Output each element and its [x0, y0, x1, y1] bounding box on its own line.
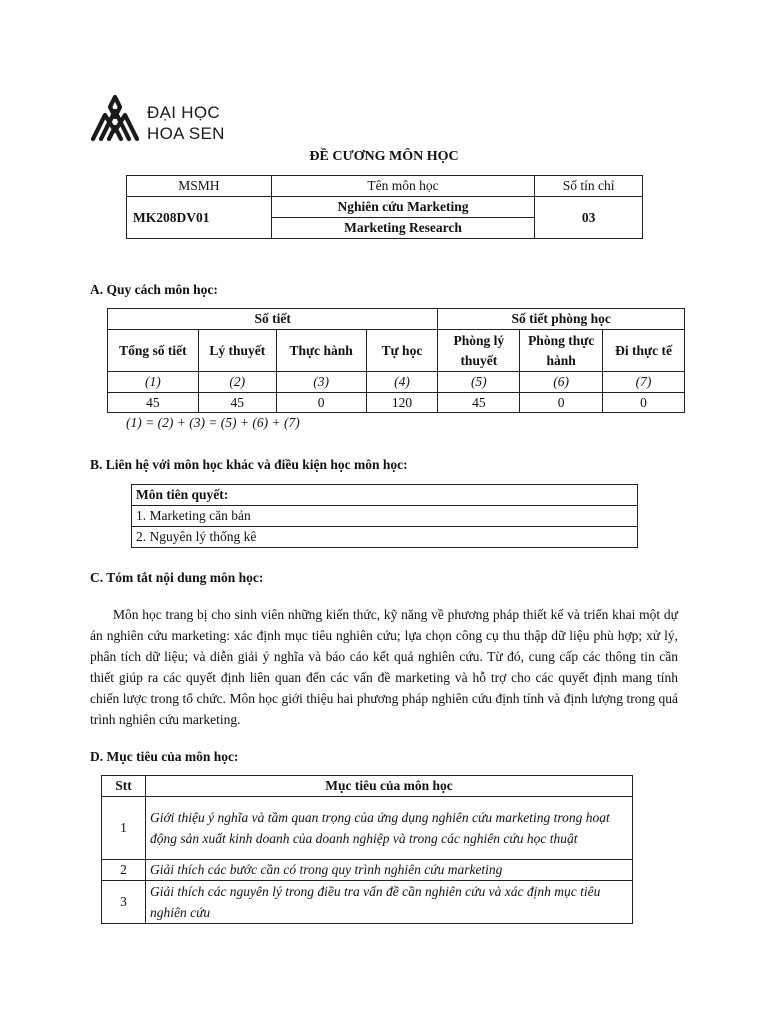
col-id-6: (6) [520, 372, 603, 393]
prerequisite-item-2: 2. Nguyên lý thống kê [132, 527, 638, 548]
header-course-name: Tên môn học [271, 176, 534, 197]
objective-3-stt: 3 [102, 881, 146, 924]
value-1: 45 [108, 393, 199, 413]
section-a-heading: A. Quy cách môn học: [90, 282, 218, 297]
col-di-thuc-te: Đi thực tế [603, 330, 685, 372]
logo-line-1: ĐẠI HỌC [147, 103, 220, 122]
col-ly-thuyet: Lý thuyết [198, 330, 276, 372]
col-id-5: (5) [438, 372, 520, 393]
col-phong-thuc-hanh: Phòng thực hành [520, 330, 603, 372]
prerequisites-header: Môn tiên quyết: [132, 485, 638, 506]
header-msmh: MSMH [127, 176, 272, 197]
objective-1-text: Giới thiệu ý nghĩa và tầm quan trọng của ứng dụng nghiên cứu marketing trong hoạt động sản xuất kinh doanh của doanh nghiệp và trong các nghiên cứu học thuật [145, 797, 632, 860]
objective-1-stt: 1 [102, 797, 146, 860]
university-logo [90, 93, 230, 145]
group-so-tiet-phong-hoc: Số tiết phòng học [438, 309, 685, 330]
value-2: 45 [198, 393, 276, 413]
objective-2-stt: 2 [102, 860, 146, 881]
header-credits: Số tín chỉ [535, 176, 643, 197]
logo-line-2: HOA SEN [147, 124, 225, 143]
hours-formula: (1) = (2) + (3) = (5) + (6) + (7) [126, 415, 300, 430]
course-name-en: Marketing Research [271, 218, 534, 239]
col-tong-so-tiet: Tổng số tiết [108, 330, 199, 372]
group-so-tiet: Số tiết [108, 309, 438, 330]
section-d-heading: D. Mục tiêu của môn học: [90, 749, 239, 764]
col-id-4: (4) [366, 372, 438, 393]
value-6: 0 [520, 393, 603, 413]
value-3: 0 [276, 393, 366, 413]
col-id-3: (3) [276, 372, 366, 393]
hoa-sen-logo-icon [90, 93, 140, 143]
credit-hours-table [107, 308, 685, 413]
objective-2-text: Giải thích các bước cần có trong quy trình nghiên cứu marketing [145, 860, 632, 881]
objectives-header-title: Mục tiêu của môn học [145, 776, 632, 797]
prerequisites-table [131, 484, 638, 548]
document-title: ĐỀ CƯƠNG MÔN HỌC [309, 149, 459, 164]
col-tu-hoc: Tự học [366, 330, 438, 372]
course-code: MK208DV01 [127, 197, 272, 239]
col-thuc-hanh: Thực hành [276, 330, 366, 372]
objectives-header-stt: Stt [102, 776, 146, 797]
course-info-table [126, 175, 643, 239]
col-id-2: (2) [198, 372, 276, 393]
section-c-heading: C. Tóm tắt nội dung môn học: [90, 570, 264, 585]
objectives-table [101, 775, 633, 924]
value-4: 120 [366, 393, 438, 413]
col-id-1: (1) [108, 372, 199, 393]
course-summary-paragraph: Môn học trang bị cho sinh viên những kiến thức, kỹ năng về phương pháp thiết kế và triển khai một dự án nghiên cứu marketing: xác định mục tiêu nghiên cứu; lựa chọn công cụ thu thập dữ liệu phù hợp; xử lý, phân tích dữ liệu; và diễn giải ý nghĩa và báo cáo kết quả nghiên cứu. Từ đó, cung cấp các thông tin cần thiết giúp ra các quyết định liên quan đến các vấn đề marketing và hỗ trợ cho các quyết định mang tính chiến lược trong tổ chức. Môn học giới thiệu hai phương pháp nghiên cứu định tính và định lượng trong quá trình nghiên cứu marketing. [90, 607, 678, 727]
course-credits: 03 [535, 197, 643, 239]
value-5: 45 [438, 393, 520, 413]
course-name-vi: Nghiên cứu Marketing [271, 197, 534, 218]
col-id-7: (7) [603, 372, 685, 393]
value-7: 0 [603, 393, 685, 413]
section-b-heading: B. Liên hệ với môn học khác và điều kiện học môn học: [90, 457, 408, 472]
col-phong-ly-thuyet: Phòng lý thuyết [438, 330, 520, 372]
objective-3-text: Giải thích các nguyên lý trong điều tra vấn đề cần nghiên cứu và xác định mục tiêu nghiên cứu [145, 881, 632, 924]
prerequisite-item-1: 1. Marketing căn bản [132, 506, 638, 527]
